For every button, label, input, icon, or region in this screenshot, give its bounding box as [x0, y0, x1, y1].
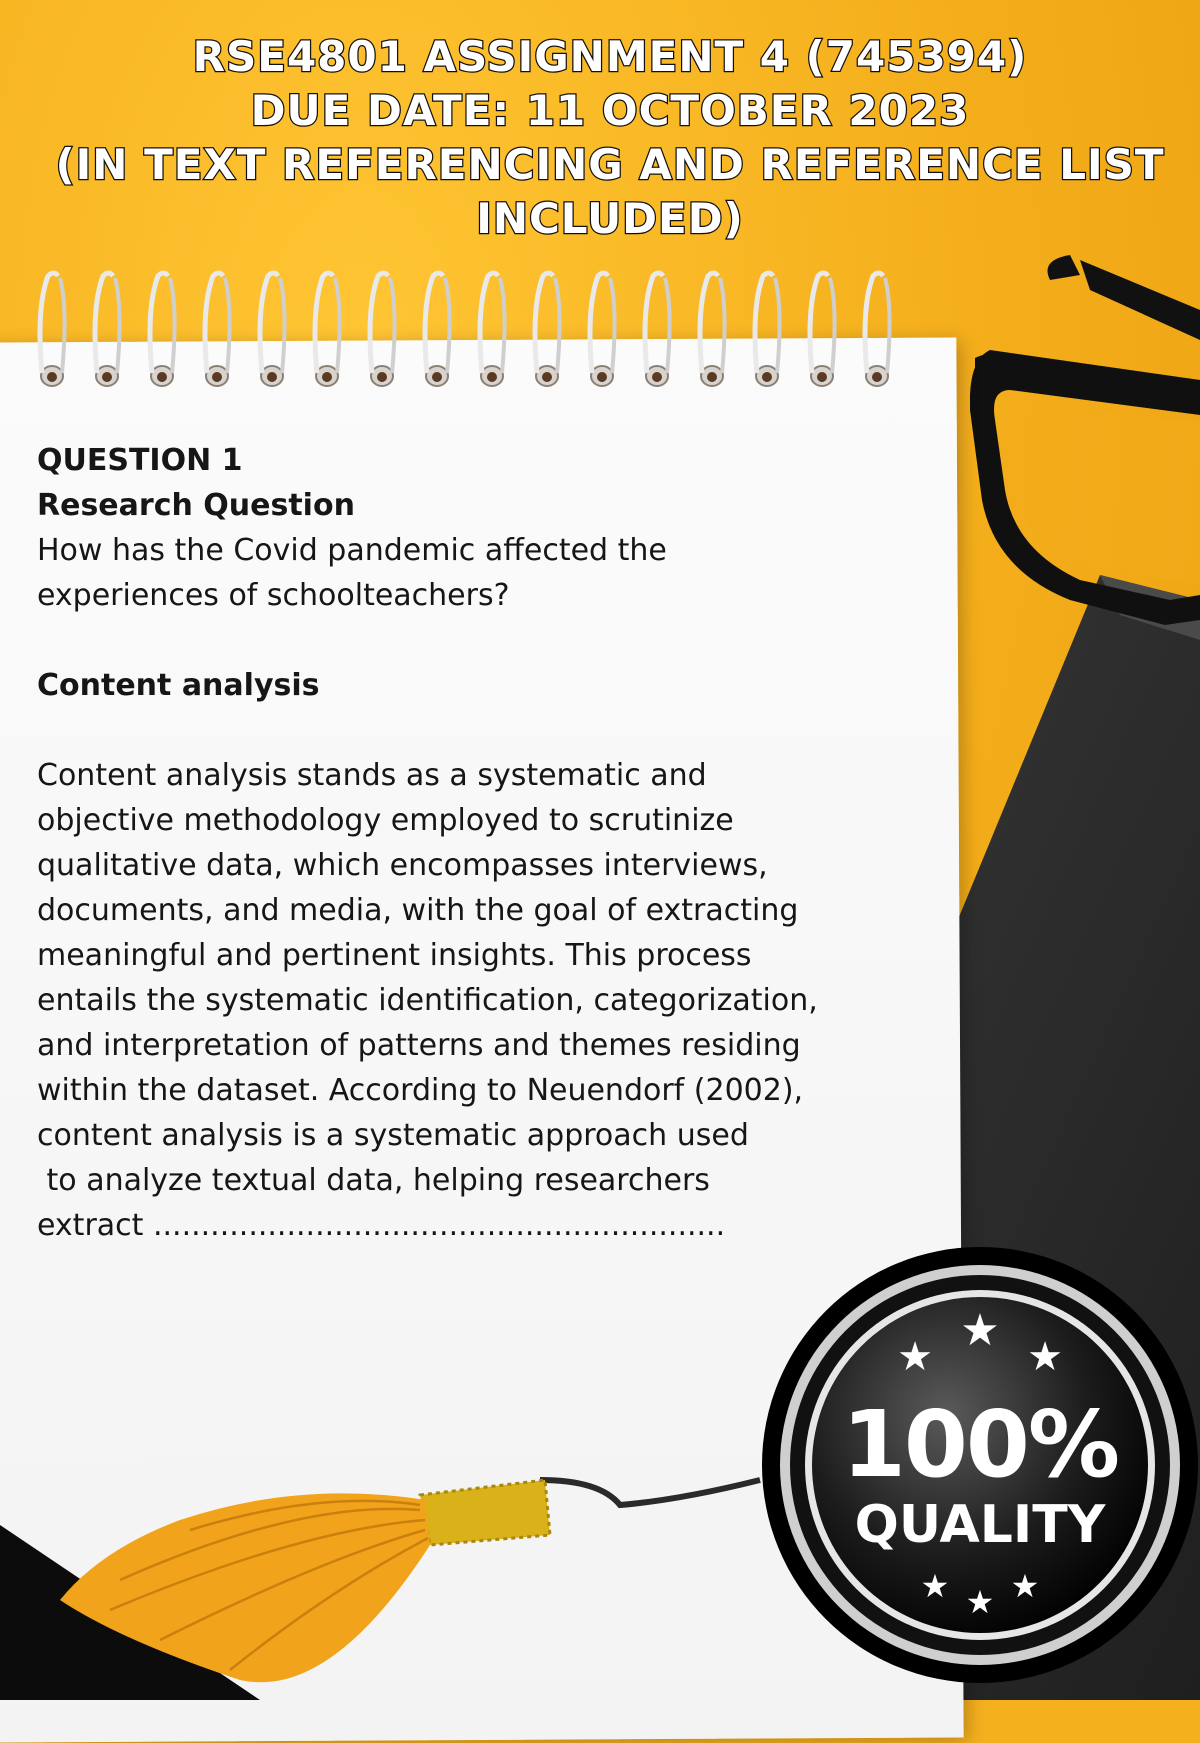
- body-line: documents, and media, with the goal of extracting: [37, 893, 799, 928]
- body-line: within the dataset. According to Neuendorf (2002),: [37, 1073, 804, 1108]
- body-line: qualitative data, which encompasses interviews,: [37, 848, 768, 883]
- title-line-1: RSE4801 ASSIGNMENT 4 (745394): [192, 32, 1028, 81]
- section-heading: Content analysis: [37, 668, 320, 703]
- seal-percent: 100%: [841, 1391, 1119, 1498]
- question-heading: QUESTION 1: [37, 443, 243, 478]
- body-line: entails the systematic identification, categorization,: [37, 983, 818, 1018]
- body-line: Content analysis stands as a systematic and: [37, 758, 707, 793]
- svg-text:★: ★: [960, 1305, 1000, 1356]
- title-line-2: DUE DATE: 11 OCTOBER 2023: [250, 86, 970, 135]
- body-line: content analysis is a systematic approach used: [37, 1118, 749, 1153]
- svg-text:★: ★: [965, 1583, 995, 1621]
- body-line: objective methodology employed to scrutinize: [37, 803, 734, 838]
- svg-text:★: ★: [897, 1334, 933, 1380]
- body-line: extract ............................................................: [37, 1208, 726, 1243]
- seal-label: QUALITY: [854, 1495, 1106, 1555]
- body-line: to analyze textual data, helping researchers: [37, 1163, 710, 1198]
- body-line: and interpretation of patterns and themes residing: [37, 1028, 801, 1063]
- question-subheading: Research Question: [37, 488, 355, 523]
- svg-text:★: ★: [1027, 1334, 1063, 1380]
- question-text-line: experiences of schoolteachers?: [37, 578, 510, 613]
- body-line: meaningful and pertinent insights. This process: [37, 938, 752, 973]
- svg-text:★: ★: [1010, 1567, 1040, 1605]
- svg-text:★: ★: [920, 1567, 950, 1605]
- question-text-line: How has the Covid pandemic affected the: [37, 533, 667, 568]
- title-line-4: INCLUDED): [476, 194, 744, 243]
- title-line-3: (IN TEXT REFERENCING AND REFERENCE LIST: [55, 140, 1165, 189]
